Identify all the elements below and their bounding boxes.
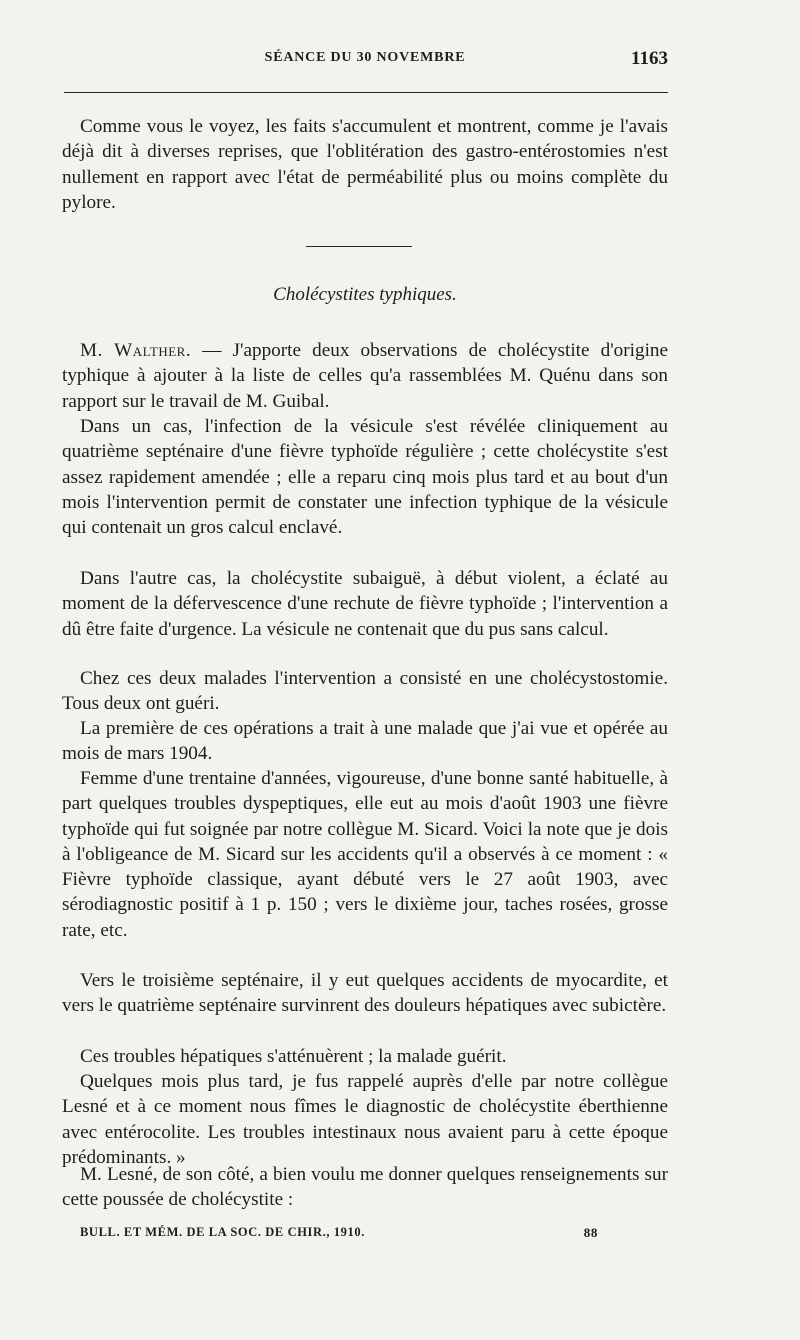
body-paragraph: Femme d'une trentaine d'années, vigoureuse, d'une bonne santé habituelle, à part quelques troubles dyspeptiques, elle eut au mois d'août 1903 une fièvre typhoïde qui fut soignée par notre collègue M. Sicard. Voici la note que je dois à l'obligeance de M. Sicard sur les accidents qu'il a observés à ce moment : « Fièvre typhoïde classique, ayant débuté vers le 27 août 1903, avec sérodiagnostic positif à 1 p. 150 ; vers le dixième jour, taches rosées, grosse rate, etc. <box>62 768 668 941</box>
section-divider <box>306 246 412 247</box>
body-paragraph: Chez ces deux malades l'intervention a consisté en une cholécystostomie. Tous deux ont guéri. <box>62 668 668 715</box>
body-paragraph: Ces troubles hépatiques s'atténuèrent ; la malade guérit. <box>80 1046 507 1067</box>
page-number: 1163 <box>631 48 668 69</box>
body-paragraph: M. Lesné, de son côté, a bien voulu me donner quelques renseignements sur cette poussée de cholécystite : <box>62 1164 668 1211</box>
section-title: Cholécystites typhiques. <box>273 284 457 305</box>
body-paragraph: Dans un cas, l'infection de la vésicule s'est révélée cliniquement au quatrième septénaire d'une fièvre typhoïde régulière ; cette cholécystite s'est assez rapidement amendée ; elle a reparu cinq mois plus tard et au bout d'un mois l'intervention permit de constater une infection typhique de la vésicule qui contenait un gros calcul enclavé. <box>62 416 668 539</box>
intro-paragraph: Comme vous le voyez, les faits s'accumulent et montrent, comme je l'avais déjà dit à diverses reprises, que l'oblitération des gastro-entérostomies n'est nullement en rapport avec l'état de perméabilité plus ou moins complète du pylore. <box>62 116 668 213</box>
page-footer <box>62 1225 668 1247</box>
running-title: SÉANCE DU 30 NOVEMBRE <box>264 50 466 65</box>
body-paragraph: Dans l'autre cas, la cholécystite subaiguë, à début violent, a éclaté au moment de la défervescence d'une rechute de fièvre typhoïde ; l'intervention a dû être faite d'urgence. La vésicule ne contenait que du pus sans calcul. <box>62 568 668 640</box>
footer-source: BULL. ET MÉM. DE LA SOC. DE CHIR., 1910. <box>80 1225 365 1239</box>
page-header <box>62 50 668 74</box>
footer-signature: 88 <box>583 1225 598 1240</box>
body-paragraph: Quelques mois plus tard, je fus rappelé auprès d'elle par notre collègue Lesné et à ce moment nous fîmes le diagnostic de cholécystite éberthienne avec entérocolite. Les troubles intestinaux nous avaient paru à cette époque prédominants. » <box>62 1071 668 1168</box>
body-paragraph: La première de ces opérations a trait à une malade que j'ai vue et opérée au mois de mars 1904. <box>62 718 668 765</box>
speaker-text: — J'apporte deux observations de cholécystite d'origine typhique à ajouter à la liste de celles qu'a rassemblées M. Quénu dans son rapport sur le travail de M. Guibal. <box>62 340 669 412</box>
speaker-paragraph <box>62 338 668 414</box>
speaker-name: M. Walther. <box>80 340 192 361</box>
body-paragraph: Vers le troisième septénaire, il y eut quelques accidents de myocardite, et vers le quatrième septénaire survinrent des douleurs hépatiques avec subictère. <box>62 970 668 1017</box>
header-rule <box>64 92 668 93</box>
